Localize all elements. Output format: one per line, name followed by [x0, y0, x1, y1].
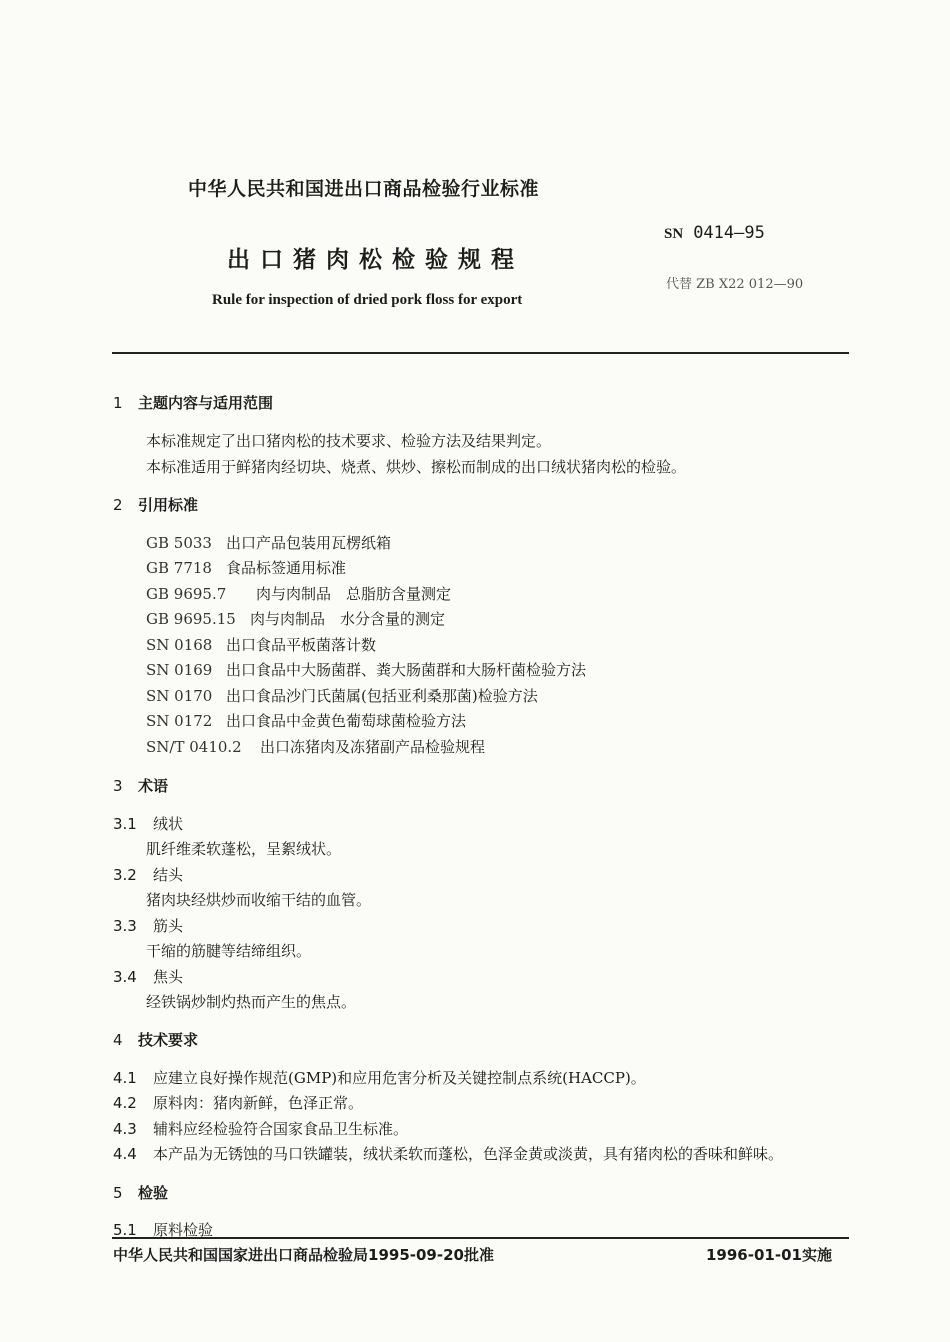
term-number: 3.1	[113, 815, 137, 833]
reference-item	[146, 583, 451, 604]
reference-code: GB 9695.15	[146, 610, 236, 628]
reference-name: 肉与肉制品 水分含量的测定	[250, 610, 446, 628]
reference-code: SN 0172	[146, 712, 213, 730]
reference-item	[146, 532, 391, 553]
standard-number	[664, 223, 765, 243]
section-number: 3	[113, 777, 123, 795]
section-number: 1	[113, 394, 123, 412]
issuing-authority: 中华人民共和国进出口商品检验行业标准	[188, 178, 540, 200]
reference-code: SN 0170	[146, 687, 213, 705]
term-name: 焦头	[153, 968, 184, 986]
clause	[113, 1143, 783, 1164]
term-number: 3.3	[113, 917, 137, 935]
clause-text: 应建立良好操作规范(GMP)和应用危害分析及关键控制点系统(HACCP)。	[153, 1069, 646, 1087]
paragraph: 本标准规定了出口猪肉松的技术要求、检验方法及结果判定。	[146, 432, 552, 450]
reference-item	[146, 736, 485, 757]
clause	[113, 1092, 363, 1113]
reference-name: 出口食品中金黄色葡萄球菌检验方法	[226, 712, 467, 730]
term-definition: 干缩的筋腱等结缔组织。	[146, 942, 312, 960]
effective-date: 1996-01-01实施	[706, 1246, 832, 1264]
reference-code: GB 5033	[146, 534, 212, 552]
document-title-english: Rule for inspection of dried pork floss for export	[212, 292, 523, 308]
section-title: 检验	[138, 1184, 169, 1202]
standard-code: 0414—95	[693, 223, 765, 243]
term-name: 结头	[153, 866, 184, 884]
header-divider	[112, 352, 849, 354]
term-heading	[113, 813, 183, 834]
reference-code: GB 7718	[146, 559, 212, 577]
term-number: 3.4	[113, 968, 137, 986]
section-number: 2	[113, 496, 123, 514]
reference-name: 出口食品沙门氏菌属(包括亚利桑那菌)检验方法	[226, 687, 538, 705]
section-heading-5	[113, 1182, 168, 1203]
approval-statement: 中华人民共和国国家进出口商品检验局1995-09-20批准	[113, 1246, 494, 1264]
term-heading	[113, 966, 183, 987]
term-heading	[113, 864, 183, 885]
term-number: 3.2	[113, 866, 137, 884]
section-number: 4	[113, 1031, 123, 1049]
reference-item	[146, 659, 586, 680]
clause	[113, 1118, 408, 1139]
reference-name: 出口冻猪肉及冻猪副产品检验规程	[260, 738, 486, 756]
reference-item	[146, 608, 445, 629]
clause-text: 本产品为无锈蚀的马口铁罐装，绒状柔软而蓬松，色泽金黄或淡黄，具有猪肉松的香味和鲜味。	[153, 1145, 784, 1163]
reference-item	[146, 634, 376, 655]
term-definition: 经铁锅炒制灼热而产生的焦点。	[146, 993, 357, 1011]
reference-name: 食品标签通用标准	[226, 559, 347, 577]
standard-prefix: SN	[664, 226, 684, 242]
reference-name: 肉与肉制品 总脂肪含量测定	[256, 585, 452, 603]
clause-number: 4.4	[113, 1145, 137, 1163]
reference-name: 出口食品中大肠菌群、粪大肠菌群和大肠杆菌检验方法	[226, 661, 587, 679]
clause-text: 辅料应经检验符合国家食品卫生标准。	[153, 1120, 409, 1138]
term-heading	[113, 915, 183, 936]
document-title: 出口猪肉松检验规程	[227, 247, 524, 273]
term-name: 筋头	[153, 917, 184, 935]
section-title: 技术要求	[138, 1031, 199, 1049]
term-name: 绒状	[153, 815, 184, 833]
reference-item	[146, 557, 346, 578]
clause-number: 5.1	[113, 1221, 137, 1239]
section-heading-2	[113, 494, 198, 515]
section-number: 5	[113, 1184, 123, 1202]
section-heading-1	[113, 392, 273, 413]
footer-divider	[112, 1237, 849, 1239]
reference-code: SN/T 0410.2	[146, 738, 242, 756]
clause-number: 4.1	[113, 1069, 137, 1087]
reference-code: SN 0168	[146, 636, 213, 654]
clause-number: 4.2	[113, 1094, 137, 1112]
clause	[113, 1067, 646, 1088]
reference-item	[146, 685, 538, 706]
replaces-standard: 代替 ZB X22 012—90	[666, 277, 804, 292]
paragraph: 本标准适用于鲜猪肉经切块、烧煮、烘炒、擦松而制成的出口绒状猪肉松的检验。	[146, 458, 687, 476]
section-heading-3	[113, 775, 168, 796]
section-title: 术语	[138, 777, 169, 795]
section-title: 引用标准	[138, 496, 199, 514]
reference-name: 出口食品平板菌落计数	[226, 636, 377, 654]
clause-text: 原料肉：猪肉新鲜，色泽正常。	[153, 1094, 364, 1112]
reference-item	[146, 710, 466, 731]
section-heading-4	[113, 1029, 198, 1050]
clause-number: 4.3	[113, 1120, 137, 1138]
term-definition: 猪肉块经烘炒而收缩干结的血管。	[146, 891, 372, 909]
term-definition: 肌纤维柔软蓬松，呈絮绒状。	[146, 840, 342, 858]
reference-code: GB 9695.7	[146, 585, 227, 603]
reference-name: 出口产品包装用瓦楞纸箱	[226, 534, 392, 552]
reference-code: SN 0169	[146, 661, 213, 679]
clause-text: 原料检验	[153, 1221, 214, 1239]
section-title: 主题内容与适用范围	[138, 394, 274, 412]
